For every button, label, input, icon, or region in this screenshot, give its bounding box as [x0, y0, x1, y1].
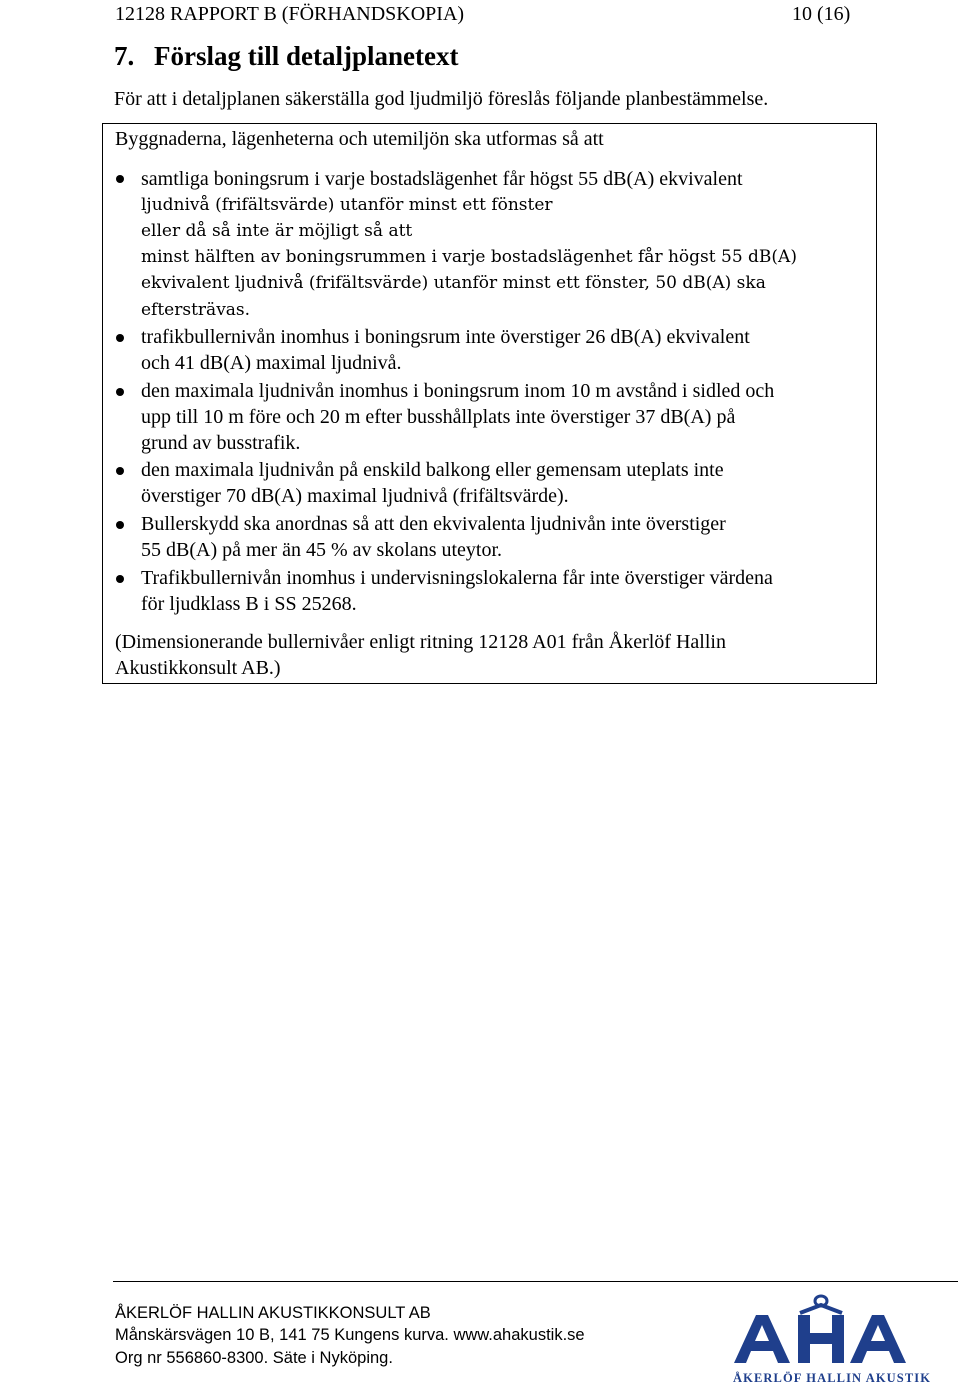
bullet-line: trafikbullernivån inomhus i boningsrum inte överstiger 26 dB(A) ekvivalent: [141, 326, 750, 348]
bullet-line: eller då så inte är möjligt så att: [141, 221, 413, 241]
bullet-line: Bullerskydd ska anordnas så att den ekvivalenta ljudnivån inte överstiger: [141, 513, 726, 535]
footer-company: ÅKERLÖF HALLIN AKUSTIKKONSULT AB: [115, 1304, 431, 1322]
bullet-line: ljudnivå (frifältsvärde) utanför minst ett fönster: [141, 195, 553, 215]
footer-divider: [113, 1281, 958, 1282]
section-title: Förslag till detaljplanetext: [154, 41, 459, 71]
bullet-line: ekvivalent ljudnivå (frifältsvärde) utanför minst ett fönster, 50 dB(A) ska: [141, 273, 766, 293]
note-line: Akustikkonsult AB.): [115, 657, 281, 679]
intro-paragraph: För att i detaljplanen säkerställa god ljudmiljö föreslås följande planbestämmelse.: [114, 88, 769, 110]
bullet-line: den maximala ljudnivån på enskild balkong eller gemensam uteplats inte: [141, 459, 724, 481]
page-number: 10 (16): [792, 3, 851, 25]
footer-address: Månskärsvägen 10 B, 141 75 Kungens kurva. www.ahakustik.se: [115, 1326, 585, 1344]
document-title: 12128 RAPPORT B (FÖRHANDSKOPIA): [115, 3, 465, 25]
bullet-marker: [116, 388, 124, 396]
note-line: (Dimensionerande bullernivåer enligt ritning 12128 A01 från Åkerlöf Hallin: [115, 631, 726, 653]
bullet-line: samtliga boningsrum i varje bostadslägenhet får högst 55 dB(A) ekvivalent: [141, 168, 743, 190]
bullet-line: 55 dB(A) på mer än 45 % av skolans uteytor.: [141, 539, 503, 561]
logo-wordmark: ÅKERLÖF HALLIN AKUSTIK: [733, 1371, 932, 1385]
bullet-line: den maximala ljudnivån inomhus i boningsrum inom 10 m avstånd i sidled och: [141, 380, 775, 402]
footer-org: Org nr 556860-8300. Säte i Nyköping.: [115, 1349, 393, 1367]
bullet-marker: [116, 175, 124, 183]
bullet-marker: [116, 575, 124, 583]
bullet-line: grund av busstrafik.: [141, 432, 301, 454]
bullet-line: eftersträvas.: [141, 300, 251, 320]
bullet-marker: [116, 334, 124, 342]
bullet-line: överstiger 70 dB(A) maximal ljudnivå (frifältsvärde).: [141, 485, 569, 507]
section-heading: [114, 41, 458, 72]
bullet-marker: [116, 521, 124, 529]
box-lead: Byggnaderna, lägenheterna och utemiljön ska utformas så att: [115, 128, 604, 150]
bullet-line: och 41 dB(A) maximal ljudnivå.: [141, 352, 402, 374]
bullet-line: minst hälften av boningsrummen i varje bostadslägenhet får högst 55 dB(A): [141, 247, 797, 267]
bullet-line: för ljudklass B i SS 25268.: [141, 593, 357, 615]
bullet-line: upp till 10 m före och 20 m efter busshållplats inte överstiger 37 dB(A) på: [141, 406, 736, 428]
bullet-line: Trafikbullernivån inomhus i undervisningslokalerna får inte överstiger värdena: [141, 567, 773, 589]
bullet-marker: [116, 467, 124, 475]
section-number: 7.: [114, 41, 135, 71]
